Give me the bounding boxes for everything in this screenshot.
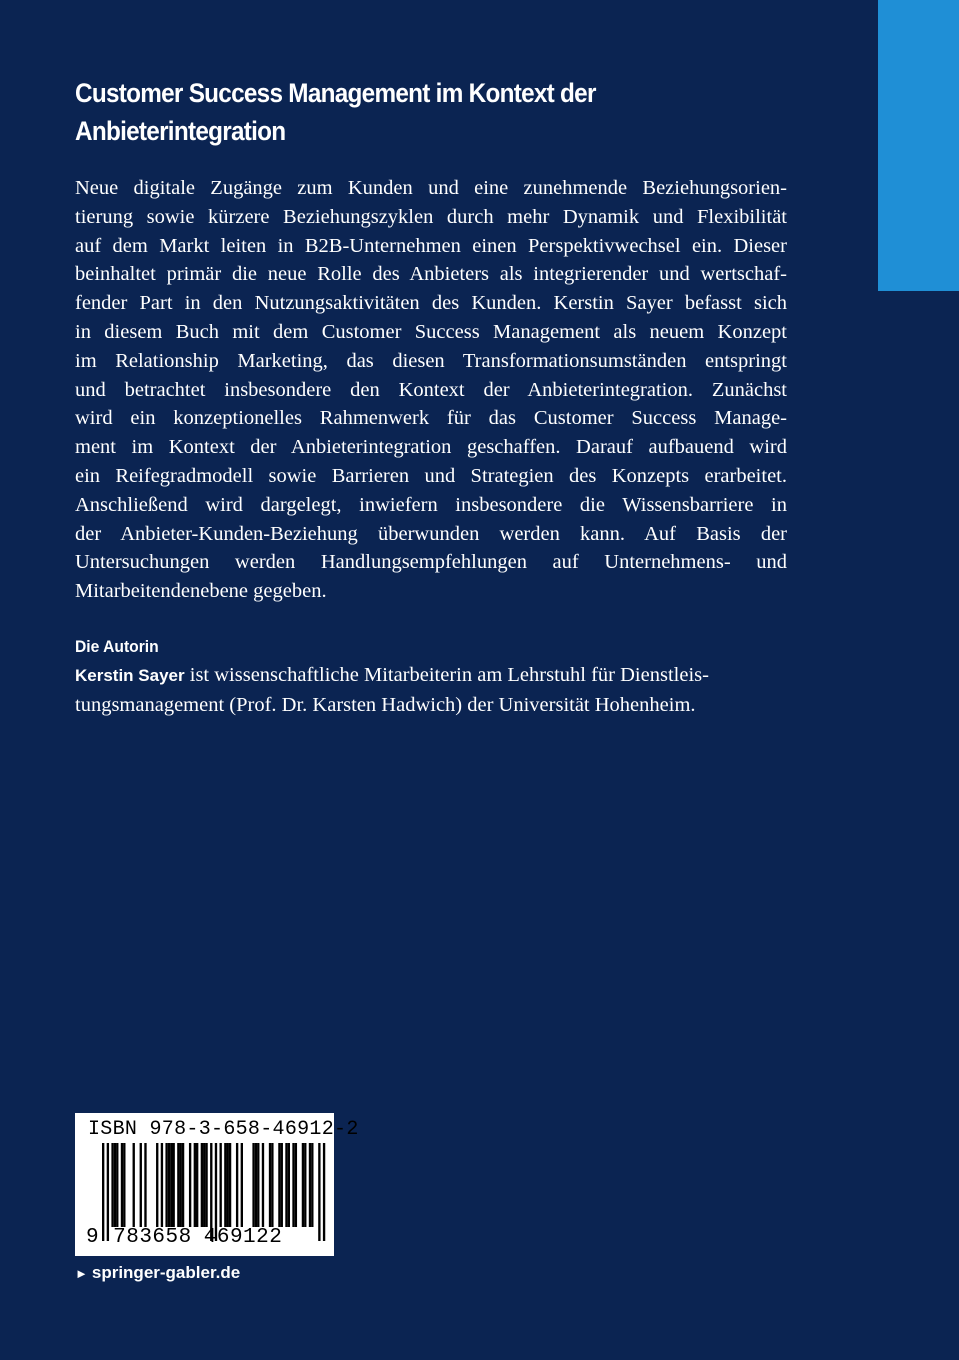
barcode-right-digits: 469122 bbox=[203, 1226, 283, 1249]
arrow-right-icon: ► bbox=[75, 1266, 88, 1281]
accent-color-bar bbox=[878, 0, 959, 291]
barcode-bar bbox=[116, 1143, 118, 1227]
blurb-line: in diesem Buch mit dem Customer Success Management als neuem Konzept bbox=[75, 320, 787, 343]
barcode-bar bbox=[165, 1143, 167, 1227]
blurb-line: Neue digitale Zugänge zum Kunden und eine zunehmende Beziehungsorien- bbox=[75, 177, 787, 199]
barcode-bar bbox=[123, 1143, 125, 1227]
barcode-bar bbox=[278, 1143, 280, 1227]
blurb-line: im Relationship Marketing, das diesen Transformationsumständen entspringt bbox=[75, 349, 787, 372]
barcode-bar bbox=[241, 1143, 243, 1227]
barcode-bar bbox=[285, 1143, 287, 1227]
barcode-bar bbox=[271, 1143, 273, 1227]
blurb-line: ment im Kontext der Anbieterintegration geschaffen. Darauf aufbauend wird bbox=[75, 436, 787, 459]
blurb-line: auf dem Markt leiten in B2B-Unternehmen einen Perspektivwechsel ein. Dieser bbox=[75, 234, 787, 257]
author-name: Kerstin Sayer bbox=[75, 666, 185, 685]
barcode-bar bbox=[133, 1143, 135, 1227]
barcode-bar bbox=[196, 1143, 198, 1227]
barcode-bar bbox=[304, 1143, 306, 1227]
blurb-line: tierung sowie kürzere Beziehungszyklen durch mehr Dynamik und Flexibilität bbox=[75, 205, 787, 228]
barcode-bar bbox=[224, 1143, 226, 1227]
barcode-bar bbox=[302, 1143, 304, 1227]
author-bio-line-2: tungsmanagement (Prof. Dr. Karsten Hadwich) der Universität Hohenheim. bbox=[75, 693, 696, 716]
barcode-bar bbox=[269, 1143, 271, 1227]
barcode-bar bbox=[114, 1143, 116, 1227]
author-bio-text-1: ist wissenschaftliche Mitarbeiterin am Lehrstuhl für Dienstleis- bbox=[184, 664, 709, 686]
publisher-website-link[interactable] bbox=[75, 1262, 240, 1285]
barcode-bar bbox=[194, 1143, 196, 1227]
barcode-bar bbox=[140, 1143, 142, 1227]
author-heading: Die Autorin bbox=[75, 637, 159, 656]
barcode-first-digit: 9 bbox=[86, 1226, 100, 1249]
blurb-line: fender Part in den Nutzungsaktivitäten des Kunden. Kerstin Sayer befasst sich bbox=[75, 292, 787, 315]
barcode-bar bbox=[227, 1143, 229, 1227]
barcode-bar bbox=[168, 1143, 170, 1227]
barcode-bar bbox=[180, 1143, 182, 1227]
book-title bbox=[75, 74, 705, 150]
blurb-paragraph bbox=[75, 174, 787, 606]
barcode-bar bbox=[262, 1143, 264, 1227]
barcode-bar bbox=[220, 1143, 222, 1227]
isbn-label: ISBN 978-3-658-46912-2 bbox=[88, 1118, 359, 1141]
barcode-bar bbox=[292, 1143, 294, 1227]
barcode-bar bbox=[144, 1143, 146, 1227]
barcode-bar bbox=[121, 1143, 123, 1227]
book-title-line-1: Customer Success Management im Kontext der bbox=[75, 78, 596, 108]
barcode-bar bbox=[111, 1143, 113, 1227]
barcode-bar bbox=[309, 1143, 311, 1227]
barcode-bar bbox=[229, 1143, 231, 1227]
blurb-line: Mitarbeitendenebene gegeben. bbox=[75, 580, 327, 603]
barcode-bar bbox=[205, 1143, 207, 1227]
publisher-website-url: springer-gabler.de bbox=[91, 1263, 241, 1282]
barcode-bar bbox=[236, 1143, 238, 1227]
barcode-bar bbox=[255, 1143, 257, 1227]
barcode-bar bbox=[295, 1143, 297, 1227]
isbn-barcode bbox=[75, 1113, 359, 1256]
barcode-bar bbox=[201, 1143, 203, 1227]
barcode-bar bbox=[182, 1143, 184, 1227]
barcode-bar bbox=[173, 1143, 175, 1227]
author-bio bbox=[75, 661, 787, 720]
blurb-line: beinhaltet primär die neue Rolle des Anbieters als integrierender und wertschaf- bbox=[75, 263, 787, 286]
barcode-bar bbox=[311, 1143, 313, 1227]
blurb-line: Anschließend wird dargelegt, inwiefern insbesondere die Wissensbarriere in bbox=[75, 493, 787, 516]
barcode-digits bbox=[86, 1226, 326, 1250]
barcode-bar bbox=[203, 1143, 205, 1227]
barcode-bar bbox=[177, 1143, 179, 1227]
barcode-bar bbox=[161, 1143, 163, 1227]
barcode-bar bbox=[189, 1143, 191, 1227]
barcode-bar bbox=[156, 1143, 158, 1227]
barcode-bar bbox=[281, 1143, 283, 1227]
author-bio-line-1 bbox=[75, 661, 787, 691]
blurb-line: wird ein konzeptionelles Rahmenwerk für das Customer Success Manage- bbox=[75, 407, 787, 430]
blurb-line: ein Reifegradmodell sowie Barrieren und Strategien des Konzepts erarbeitet. bbox=[75, 464, 787, 487]
blurb-line: der Anbieter-Kunden-Beziehung überwunden werden kann. Auf Basis der bbox=[75, 522, 787, 545]
barcode-bar bbox=[288, 1143, 290, 1227]
barcode-bar bbox=[252, 1143, 254, 1227]
blurb-line: und betrachtet insbesondere den Kontext der Anbieterintegration. Zunächst bbox=[75, 378, 787, 401]
barcode-left-digits: 783658 bbox=[113, 1226, 192, 1249]
barcode-bar bbox=[257, 1143, 259, 1227]
barcode-bar bbox=[170, 1143, 172, 1227]
blurb-line: Untersuchungen werden Handlungsempfehlungen auf Unternehmens- und bbox=[75, 551, 787, 574]
book-title-line-2: Anbieterintegration bbox=[75, 116, 286, 146]
